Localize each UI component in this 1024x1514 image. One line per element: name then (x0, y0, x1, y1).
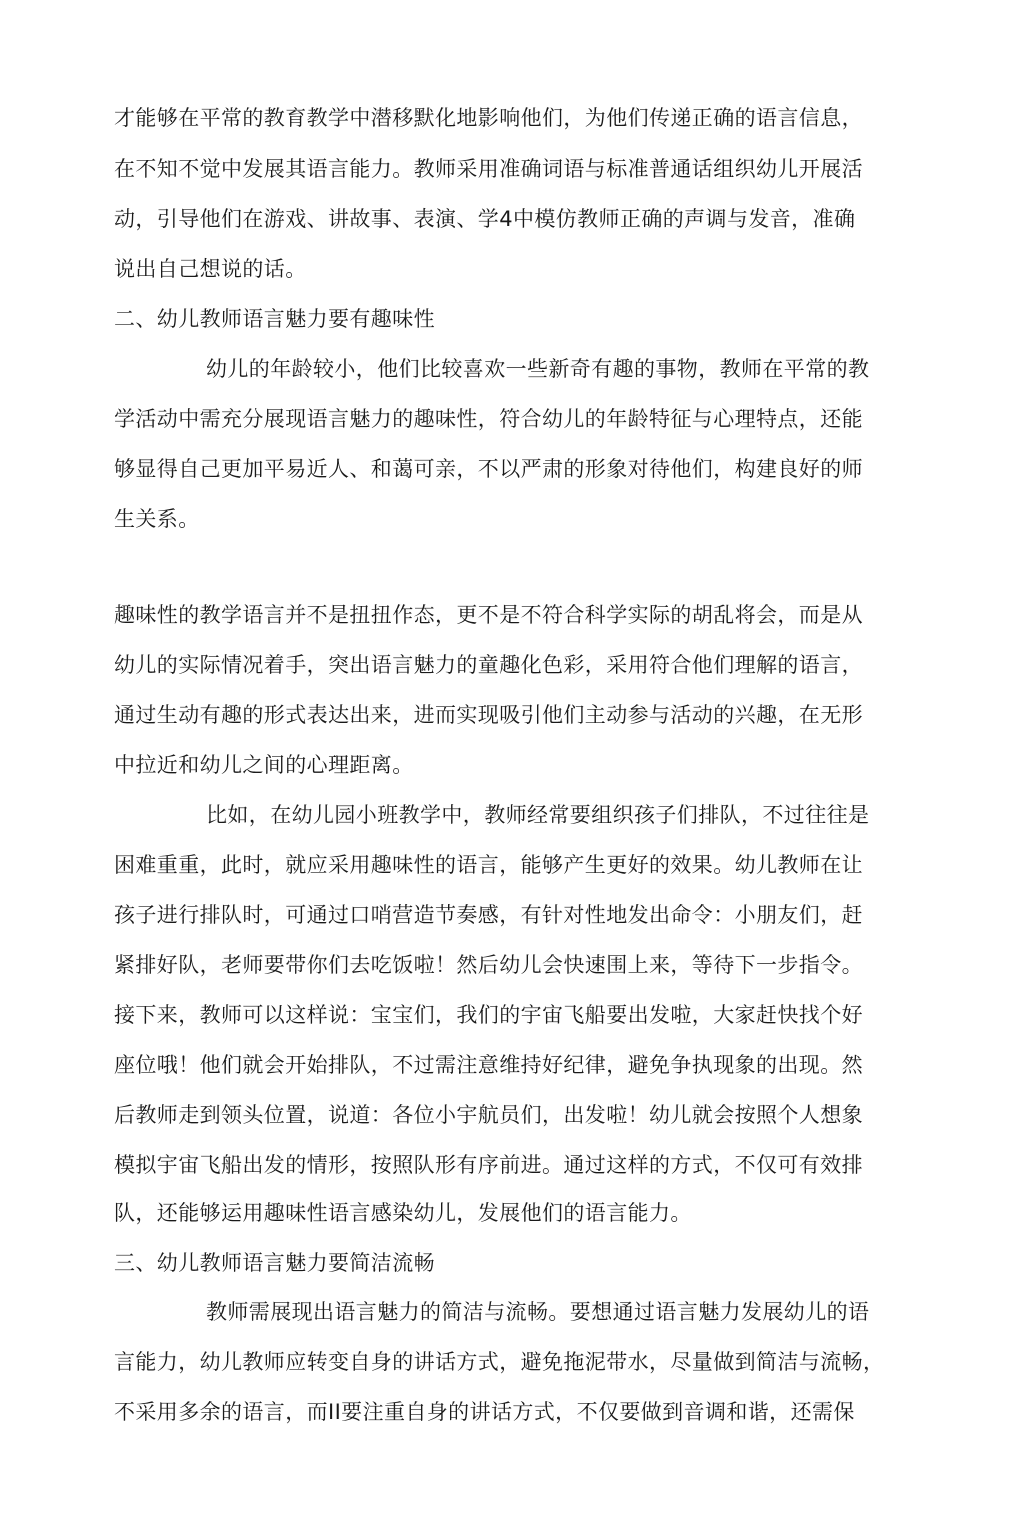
body-text-line: 后教师走到领头位置，说道：各位小宇航员们，出发啦！幼儿就会按照个人想象 (114, 1103, 863, 1127)
body-text-line: 紧排好队，老师要带你们去吃饭啦！然后幼儿会快速围上来，等待下一步指令。 (114, 953, 863, 977)
body-text-line: 学活动中需充分展现语言魅力的趣味性，符合幼儿的年龄特征与心理特点，还能 (114, 407, 863, 431)
body-text-line: 生关系。 (114, 507, 200, 531)
body-text-line: 队，还能够运用趣味性语言感染幼儿，发展他们的语言能力。 (114, 1201, 692, 1225)
body-text-line: 接下来，教师可以这样说：宝宝们，我们的宇宙飞船要出发啦，大家赶快找个好 (114, 1003, 863, 1027)
body-text-line: 中拉近和幼儿之间的心理距离。 (114, 753, 414, 777)
body-text-line: 困难重重，此时，就应采用趣味性的语言，能够产生更好的效果。幼儿教师在让 (114, 853, 863, 877)
body-text-line: 教师需展现出语言魅力的简洁与流畅。要想通过语言魅力发展幼儿的语 (206, 1300, 870, 1324)
body-text-line: 孩子进行排队时，可通过口哨营造节奏感，有针对性地发出命令：小朋友们，赶 (114, 903, 863, 927)
section-heading: 二、幼儿教师语言魅力要有趣味性 (114, 307, 435, 331)
body-text-line: 说出自己想说的话。 (114, 257, 307, 281)
body-text-line: 言能力，幼儿教师应转变自身的讲话方式，避免拖泥带水，尽量做到简洁与流畅， (114, 1350, 885, 1374)
body-text-line: 才能够在平常的教育教学中潜移默化地影响他们，为他们传递正确的语言信息， (114, 106, 863, 130)
body-text-line: 模拟宇宙飞船出发的情形，按照队形有序前进。通过这样的方式，不仅可有效排 (114, 1153, 863, 1177)
body-text-line: 比如，在幼儿园小班教学中，教师经常要组织孩子们排队，不过往往是 (206, 803, 870, 827)
section-heading: 三、幼儿教师语言魅力要简洁流畅 (114, 1251, 435, 1275)
body-text-line: 在不知不觉中发展其语言能力。教师采用准确词语与标准普通话组织幼儿开展活 (114, 157, 863, 181)
body-text-line: 趣味性的教学语言并不是扭扭作态，更不是不符合科学实际的胡乱将会，而是从 (114, 603, 863, 627)
body-text-line: 动，引导他们在游戏、讲故事、表演、学4中模仿教师正确的声调与发音，准确 (114, 207, 856, 231)
body-text-line: 通过生动有趣的形式表达出来，进而实现吸引他们主动参与活动的兴趣，在无形 (114, 703, 863, 727)
body-text-line: 座位哦！他们就会开始排队，不过需注意维持好纪律，避免争执现象的出现。然 (114, 1053, 863, 1077)
body-text-line: 幼儿的实际情况着手，突出语言魅力的童趣化色彩，采用符合他们理解的语言， (114, 653, 863, 677)
body-text-line: 够显得自己更加平易近人、和蔼可亲，不以严肃的形象对待他们，构建良好的师 (114, 457, 863, 481)
body-text-line: 幼儿的年龄较小，他们比较喜欢一些新奇有趣的事物，教师在平常的教 (206, 357, 870, 381)
body-text-line: 不采用多余的语言，而II要注重自身的讲话方式，不仅要做到音调和谐，还需保 (114, 1400, 855, 1424)
